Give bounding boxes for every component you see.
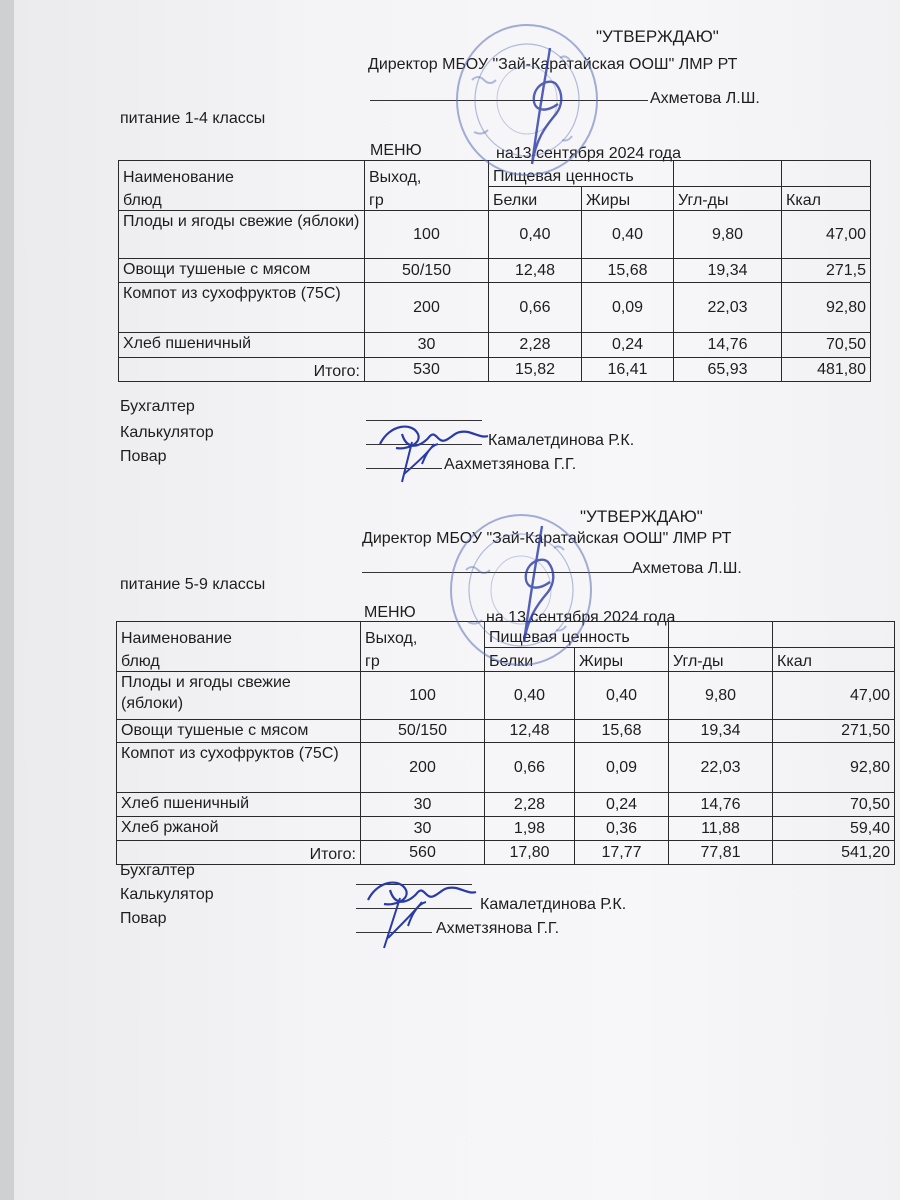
calculator-label: Калькулятор	[120, 424, 214, 441]
dish-fats: 15,68	[582, 259, 674, 283]
dish-carbs: 19,34	[669, 720, 773, 743]
table-row	[119, 259, 871, 283]
table-row	[119, 333, 871, 358]
menu-date: на 13 сентября 2024 года	[486, 609, 676, 626]
accountant-label: Бухгалтер	[120, 398, 195, 415]
dish-name: Овощи тушеные с мясом	[119, 259, 365, 283]
dish-yield: 50/150	[365, 259, 489, 283]
menu-label: МЕНЮ	[364, 604, 416, 621]
table-row	[117, 743, 895, 793]
dish-carbs: 9,80	[669, 672, 773, 720]
header-name-top: Наименование	[117, 622, 361, 648]
header-yield-top: Выход,	[361, 622, 485, 648]
header-name-bottom: блюд	[117, 648, 361, 672]
dish-carbs: 11,88	[669, 817, 773, 841]
dish-name: Хлеб ржаной	[117, 817, 361, 841]
table-row	[119, 211, 871, 259]
dish-carbs: 9,80	[674, 211, 782, 259]
approve-heading: "УТВЕРЖДАЮ"	[580, 507, 703, 526]
total-carbs: 77,81	[669, 841, 773, 865]
dish-fats: 0,36	[575, 817, 669, 841]
total-yield: 530	[365, 358, 489, 382]
dish-proteins: 2,28	[485, 793, 575, 817]
approve-heading: "УТВЕРЖДАЮ"	[596, 27, 719, 46]
dish-kcal: 271,50	[773, 720, 895, 743]
calculator-signature	[360, 870, 480, 950]
dish-proteins: 12,48	[489, 259, 582, 283]
dish-proteins: 0,66	[485, 743, 575, 793]
dish-fats: 15,68	[575, 720, 669, 743]
dish-name: Компот из сухофруктов (75С)	[119, 283, 365, 333]
dish-yield: 200	[365, 283, 489, 333]
dish-carbs: 19,34	[674, 259, 782, 283]
group-label: питание 5-9 классы	[120, 576, 266, 593]
dish-name: Плоды и ягоды свежие (яблоки)	[117, 672, 361, 720]
dish-kcal: 70,50	[773, 793, 895, 817]
header-nutrition: Пищевая ценность	[489, 161, 674, 187]
total-fats: 17,77	[575, 841, 669, 865]
dish-kcal: 59,40	[773, 817, 895, 841]
table-row	[117, 817, 895, 841]
dish-name: Компот из сухофруктов (75С)	[117, 743, 361, 793]
total-kcal: 481,80	[782, 358, 871, 382]
calculator-label: Калькулятор	[120, 886, 214, 903]
cook-name: Ахметзянова Г.Г.	[436, 920, 560, 937]
dish-kcal: 92,80	[782, 283, 871, 333]
group-label: питание 1-4 классы	[120, 110, 266, 127]
dish-yield: 30	[365, 333, 489, 358]
total-kcal: 541,20	[773, 841, 895, 865]
dish-kcal: 47,00	[782, 211, 871, 259]
header-carbs: Угл-ды	[674, 187, 782, 211]
table-total-row	[119, 358, 871, 382]
total-label: Итого:	[117, 841, 361, 865]
header-kcal: Ккал	[782, 187, 871, 211]
dish-proteins: 1,98	[485, 817, 575, 841]
dish-yield: 200	[361, 743, 485, 793]
director-signature	[498, 522, 568, 652]
dish-yield: 50/150	[361, 720, 485, 743]
table-total-row	[117, 841, 895, 865]
table-row	[119, 283, 871, 333]
header-carbs: Угл-ды	[669, 648, 773, 672]
dish-yield: 100	[365, 211, 489, 259]
dish-fats: 0,40	[582, 211, 674, 259]
table-row	[117, 720, 895, 743]
cook-label: Повар	[120, 448, 167, 465]
calculator-name: Камалетдинова Р.К.	[488, 432, 635, 449]
calculator-signature	[372, 414, 492, 484]
total-proteins: 17,80	[485, 841, 575, 865]
dish-proteins: 2,28	[489, 333, 582, 358]
dish-fats: 0,24	[582, 333, 674, 358]
dish-yield: 30	[361, 817, 485, 841]
header-nutrition: Пищевая ценность	[485, 622, 669, 648]
table-header-row-bottom	[119, 187, 871, 211]
director-line: Директор МБОУ "Зай-Каратайская ООШ" ЛМР РТ	[362, 530, 732, 547]
dish-fats: 0,40	[575, 672, 669, 720]
calculator-name: Камалетдинова Р.К.	[480, 896, 627, 913]
menu-label: МЕНЮ	[370, 142, 422, 159]
total-fats: 16,41	[582, 358, 674, 382]
dish-yield: 30	[361, 793, 485, 817]
dish-fats: 0,24	[575, 793, 669, 817]
total-label: Итого:	[119, 358, 365, 382]
dish-name: Овощи тушеные с мясом	[117, 720, 361, 743]
accountant-label: Бухгалтер	[120, 862, 195, 879]
header-name-top: Наименование	[119, 161, 365, 187]
header-proteins: Белки	[485, 648, 575, 672]
header-fats: Жиры	[582, 187, 674, 211]
total-yield: 560	[361, 841, 485, 865]
dish-carbs: 22,03	[669, 743, 773, 793]
header-name-bottom: блюд	[119, 187, 365, 211]
director-name: Ахметова Л.Ш.	[632, 560, 742, 577]
dish-name: Хлеб пшеничный	[117, 793, 361, 817]
dish-proteins: 0,40	[489, 211, 582, 259]
dish-carbs: 14,76	[674, 333, 782, 358]
dish-kcal: 70,50	[782, 333, 871, 358]
menu-date: на13 сентября 2024 года	[496, 145, 681, 162]
dish-yield: 100	[361, 672, 485, 720]
total-carbs: 65,93	[674, 358, 782, 382]
nutrition-table	[118, 160, 871, 382]
table-row	[117, 672, 895, 720]
dish-fats: 0,09	[582, 283, 674, 333]
dish-carbs: 22,03	[674, 283, 782, 333]
header-fats: Жиры	[575, 648, 669, 672]
header-proteins: Белки	[489, 187, 582, 211]
dish-kcal: 92,80	[773, 743, 895, 793]
director-line: Директор МБОУ "Зай-Каратайская ООШ" ЛМР РТ	[368, 56, 738, 73]
header-kcal: Ккал	[773, 648, 895, 672]
dish-carbs: 14,76	[669, 793, 773, 817]
total-proteins: 15,82	[489, 358, 582, 382]
dish-name: Плоды и ягоды свежие (яблоки)	[119, 211, 365, 259]
dish-fats: 0,09	[575, 743, 669, 793]
dish-proteins: 0,66	[489, 283, 582, 333]
cook-label: Повар	[120, 910, 167, 927]
dish-proteins: 12,48	[485, 720, 575, 743]
dish-proteins: 0,40	[485, 672, 575, 720]
dish-kcal: 271,5	[782, 259, 871, 283]
cook-name: Аахметзянова Г.Г.	[444, 456, 577, 473]
dish-name: Хлеб пшеничный	[119, 333, 365, 358]
header-yield-top: Выход,	[365, 161, 489, 187]
dish-kcal: 47,00	[773, 672, 895, 720]
header-yield-bottom: гр	[361, 648, 485, 672]
table-row	[117, 793, 895, 817]
director-signature	[506, 44, 576, 174]
header-yield-bottom: гр	[365, 187, 489, 211]
director-name: Ахметова Л.Ш.	[650, 90, 760, 107]
